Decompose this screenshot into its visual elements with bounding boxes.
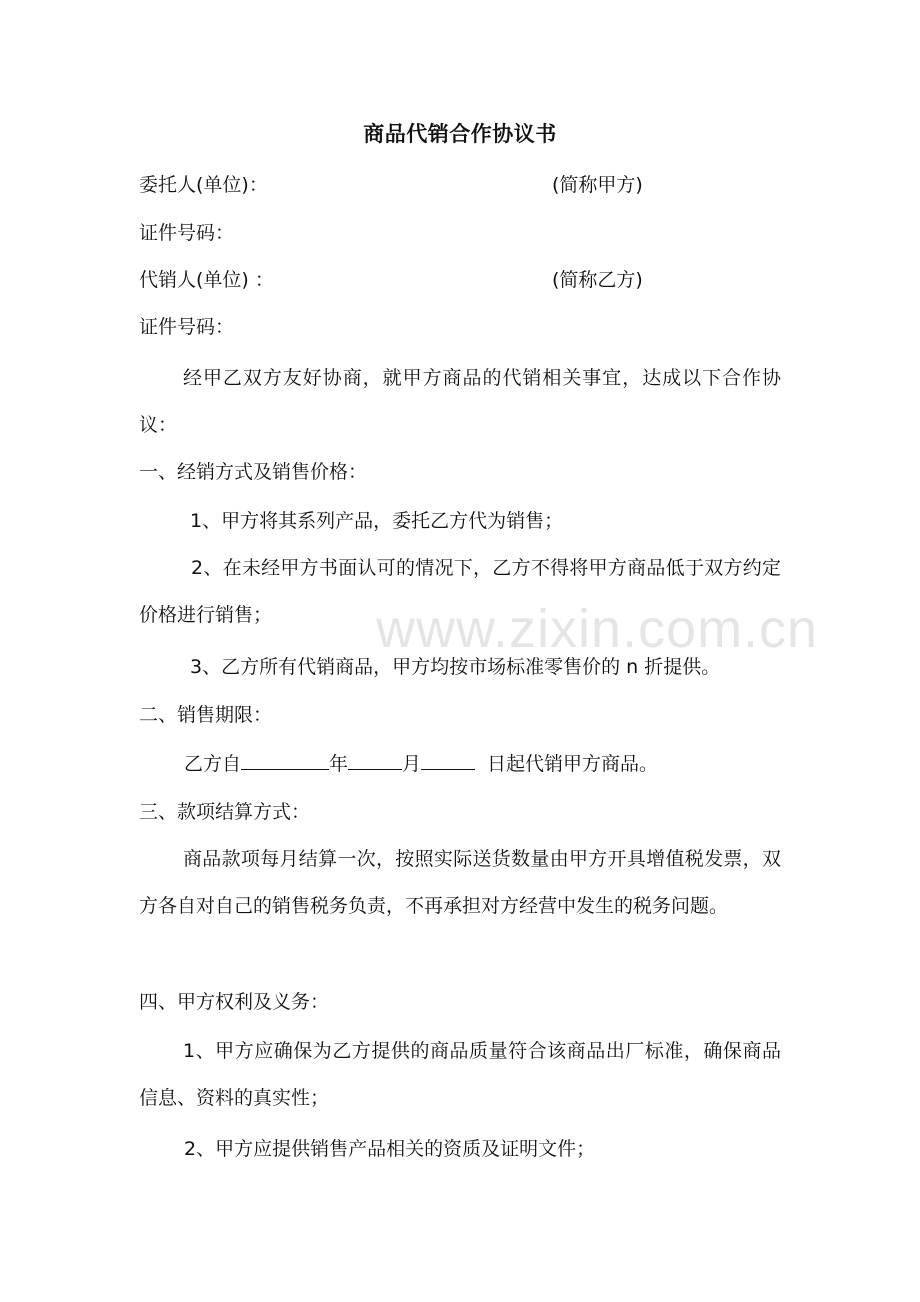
section2-period-line [184,747,658,781]
section3-heading: 三、款项结算方式： [139,801,311,823]
watermark: www.zixin.com.cn [376,599,819,659]
section1-item2: 2、在未经甲方书面认可的情况下，乙方不得将甲方商品低于双方约定价格进行销售； [139,557,781,626]
period-year-text: 年 [329,753,349,775]
section3-body: 商品款项每月结算一次，按照实际送货数量由甲方开具增值税发票，双方各自对自己的销售税务负责，不再承担对方经营中发生的税务问题。 [139,848,781,917]
party-a-alias: (简称甲方) [552,174,643,196]
party-b-id-label: 证件号码： [139,316,235,338]
period-month-text: 月 [402,753,422,775]
section1-item3: 3、乙方所有代销商品，甲方均按市场标准零售价的 n 折提供。 [190,656,721,678]
section2-heading: 二、销售期限： [139,704,273,726]
intro-paragraph: 经甲乙双方友好协商，就甲方商品的代销相关事宜，达成以下合作协议： [139,367,781,436]
period-from-text: 乙方自 [184,753,242,775]
day-blank [421,749,475,770]
section1-heading: 一、经销方式及销售价格： [139,461,368,483]
section1-item1: 1、甲方将其系列产品，委托乙方代为销售； [190,510,564,532]
party-a-id-label: 证件号码： [139,222,235,244]
section4-heading: 四、甲方权利及义务： [139,991,330,1013]
party-a-label: 委托人(单位)： [139,174,268,196]
party-b-label: 代销人(单位) ： [139,269,274,291]
period-day-text: 日起代销甲方商品。 [487,753,659,775]
document-title: 商品代销合作协议书 [363,122,557,146]
section4-item1: 1、甲方应确保为乙方提供的商品质量符合该商品出厂标准，确保商品信息、资料的真实性； [139,1040,781,1109]
month-blank [348,749,402,770]
section4-item2: 2、甲方应提供销售产品相关的资质及证明文件； [184,1138,596,1160]
year-blank [241,749,329,770]
party-b-alias: (简称乙方) [552,269,643,291]
